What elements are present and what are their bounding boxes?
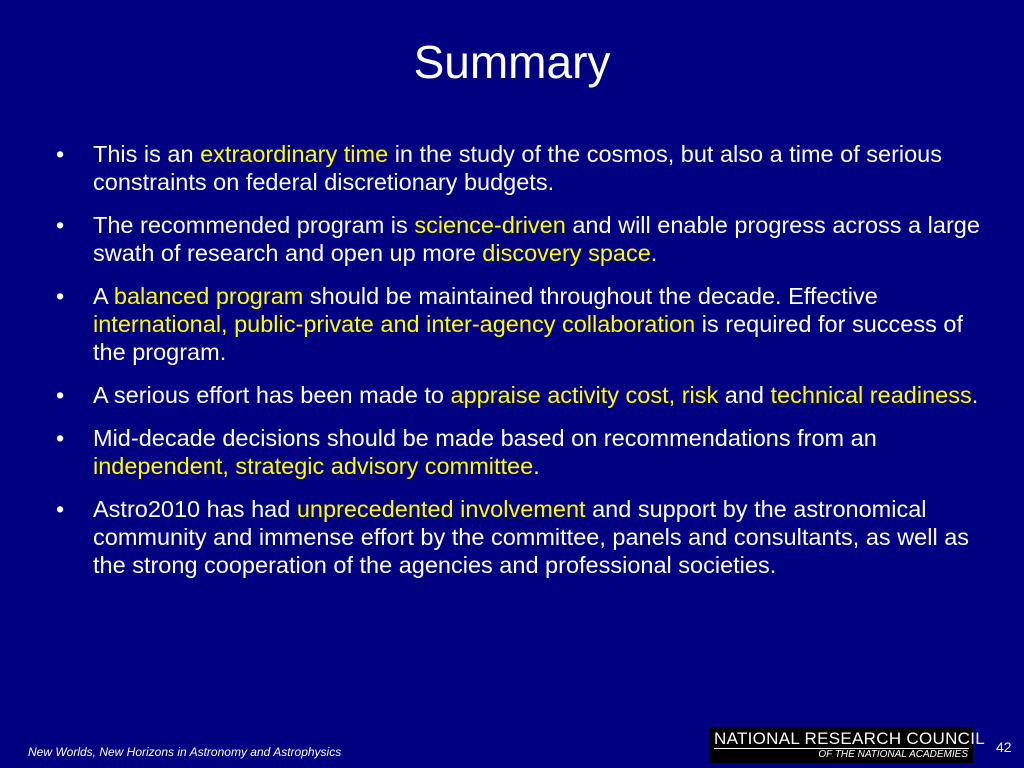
text-segment: should be maintained throughout the decade. Effective <box>303 283 878 309</box>
text-segment: Mid-decade decisions should be made based on recommendations from an <box>93 425 877 451</box>
slide-title: Summary <box>413 36 611 88</box>
logo-line2: OF THE NATIONAL ACADEMIES <box>818 749 968 760</box>
bullet-text <box>93 212 980 266</box>
bullet-list <box>52 140 987 594</box>
highlighted-phrase: appraise activity cost, risk <box>450 382 719 408</box>
bullet-text <box>93 425 877 479</box>
bullet-text <box>93 382 978 408</box>
footer-text: New Worlds, New Horizons in Astronomy and Astrophysics <box>28 745 342 759</box>
highlighted-phrase: science-driven <box>414 212 566 238</box>
bullet-marker: • <box>56 212 65 238</box>
text-segment: and will enable progress across a large swath of research and open up more <box>93 212 980 266</box>
highlighted-phrase: unprecedented involvement <box>296 496 586 522</box>
bullet-item <box>52 424 987 480</box>
bullet-marker: • <box>56 141 65 167</box>
bullet-marker: • <box>56 496 65 522</box>
highlighted-phrase: extraordinary time <box>200 141 389 167</box>
text-segment: A serious effort has been made to <box>93 382 451 408</box>
highlighted-phrase: discovery space <box>482 240 651 266</box>
bullet-item <box>52 140 987 196</box>
highlighted-phrase: balanced program <box>113 283 304 309</box>
text-segment: and support by the astronomical community and immense effort by the committee, panels and consultants, as well as the strong cooperation of the agencies and professional societies. <box>93 496 970 578</box>
highlighted-phrase: technical readiness <box>770 382 972 408</box>
bullet-item <box>52 495 987 579</box>
national-research-council-logo <box>710 727 986 763</box>
highlighted-phrase: independent, strategic advisory committee <box>93 453 534 479</box>
highlighted-phrase: international, public-private and inter-agency collaboration <box>93 311 696 337</box>
text-segment: is required for success of the program. <box>93 311 963 365</box>
text-segment: and <box>718 382 771 408</box>
bullet-item <box>52 381 987 409</box>
bullet-text <box>93 283 963 365</box>
text-segment: This is an <box>93 141 201 167</box>
bullet-marker: • <box>56 382 65 408</box>
bullet-text <box>93 141 942 195</box>
text-segment: . <box>971 382 979 408</box>
bullet-text <box>93 496 969 578</box>
text-segment: A <box>93 283 114 309</box>
text-segment: . <box>533 453 540 479</box>
bullet-item <box>52 282 987 366</box>
page-number: 42 <box>996 739 1012 755</box>
bullet-marker: • <box>56 425 65 451</box>
logo-line1: NATIONAL RESEARCH COUNCIL <box>714 729 986 748</box>
text-segment: Astro2010 has had <box>93 496 297 522</box>
text-segment: . <box>650 240 658 266</box>
bullet-marker: • <box>56 283 65 309</box>
bullet-item <box>52 211 987 267</box>
text-segment: The recommended program is <box>93 212 415 238</box>
text-segment: in the study of the cosmos, but also a time of serious constraints on federal discretionary budgets. <box>93 141 943 195</box>
